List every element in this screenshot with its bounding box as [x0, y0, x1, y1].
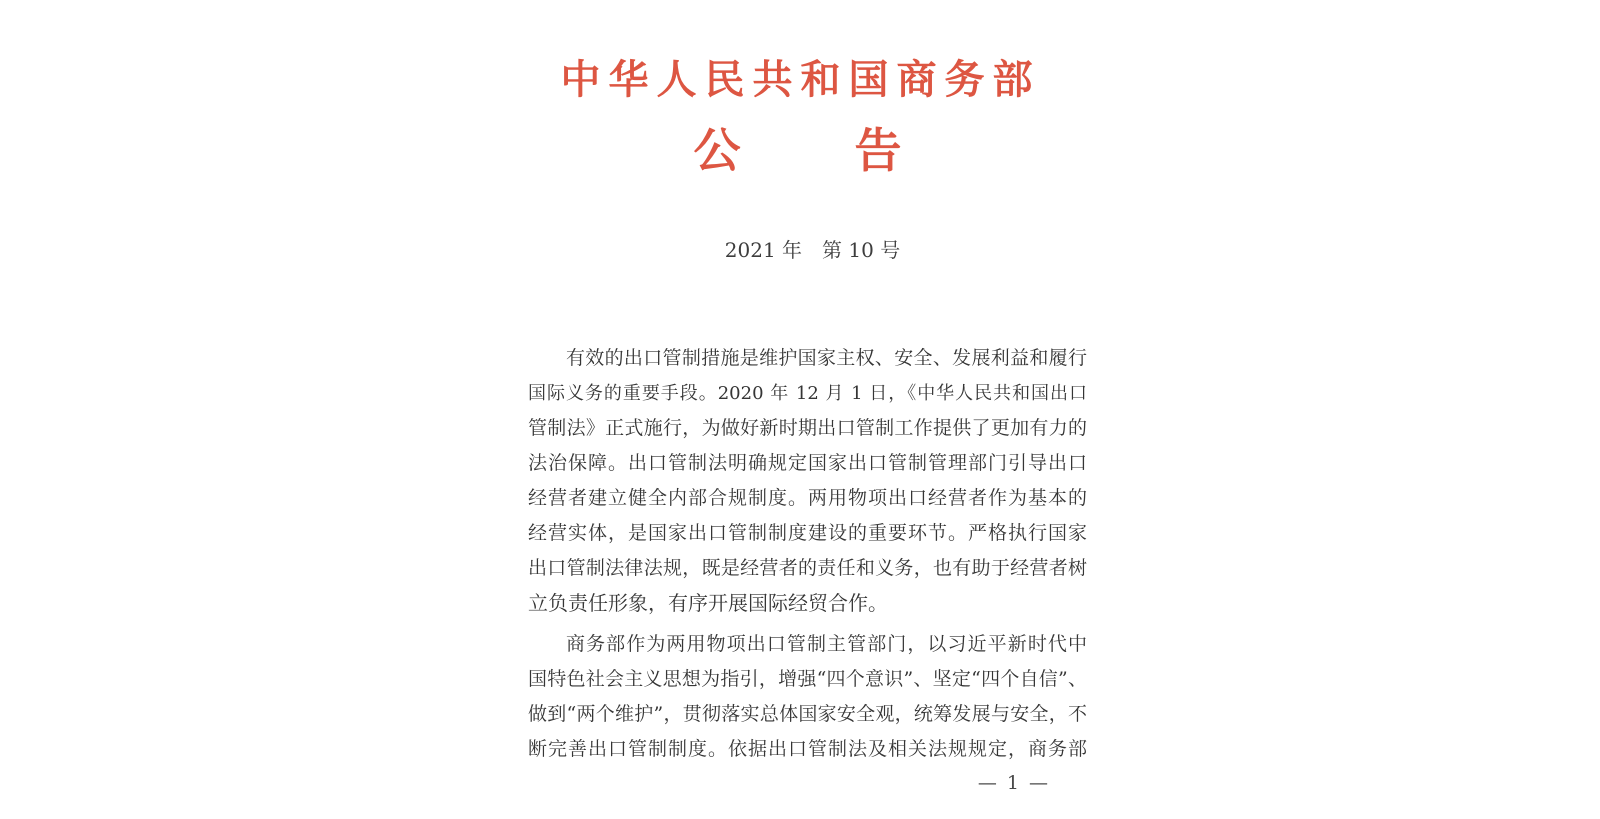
doc-type-char-gao: 告	[854, 124, 902, 179]
body-line: 有效的出口管制措施是维护国家主权、安全、发展利益和履行	[566, 347, 1087, 369]
paragraph-1	[528, 341, 1087, 621]
body-line: 国特色社会主义思想为指引，增强“四个意识”、坚定“四个自信”、	[528, 668, 1087, 690]
body-line: 经营实体，是国家出口管制制度建设的重要环节。严格执行国家	[528, 522, 1087, 544]
body-line: 法治保障。出口管制法明确规定国家出口管制管理部门引导出口	[528, 452, 1087, 474]
body-line: 出口管制法律法规，既是经营者的责任和义务，也有助于经营者树	[528, 557, 1087, 579]
agency-title: 中华人民共和国商务部	[560, 56, 1041, 103]
body-line: 商务部作为两用物项出口管制主管部门，以习近平新时代中	[566, 633, 1087, 655]
body-line: 管制法》正式施行，为做好新时期出口管制工作提供了更加有力的	[528, 417, 1087, 439]
issue-number-line: 2021 年 第 10 号	[724, 238, 901, 262]
body-line: 做到“两个维护”，贯彻落实总体国家安全观，统筹发展与安全，不	[528, 703, 1087, 725]
body-line: 立负责任形象，有序开展国际经贸合作。	[528, 591, 888, 615]
page-number: — 1 —	[977, 772, 1050, 794]
body-line: 经营者建立健全内部合规制度。两用物项出口经营者作为基本的	[528, 487, 1087, 509]
body-line: 断完善出口管制制度。依据出口管制法及相关法规规定，商务部	[528, 738, 1087, 760]
document-body	[528, 341, 1087, 767]
doc-type-char-gong: 公	[693, 124, 741, 179]
body-line: 国际义务的重要手段。2020 年 12 月 1 日，《中华人民共和国出口	[528, 383, 1087, 404]
paragraph-2	[528, 627, 1087, 767]
doc-type-heading	[518, 124, 1077, 179]
announcement-page	[528, 0, 1087, 819]
